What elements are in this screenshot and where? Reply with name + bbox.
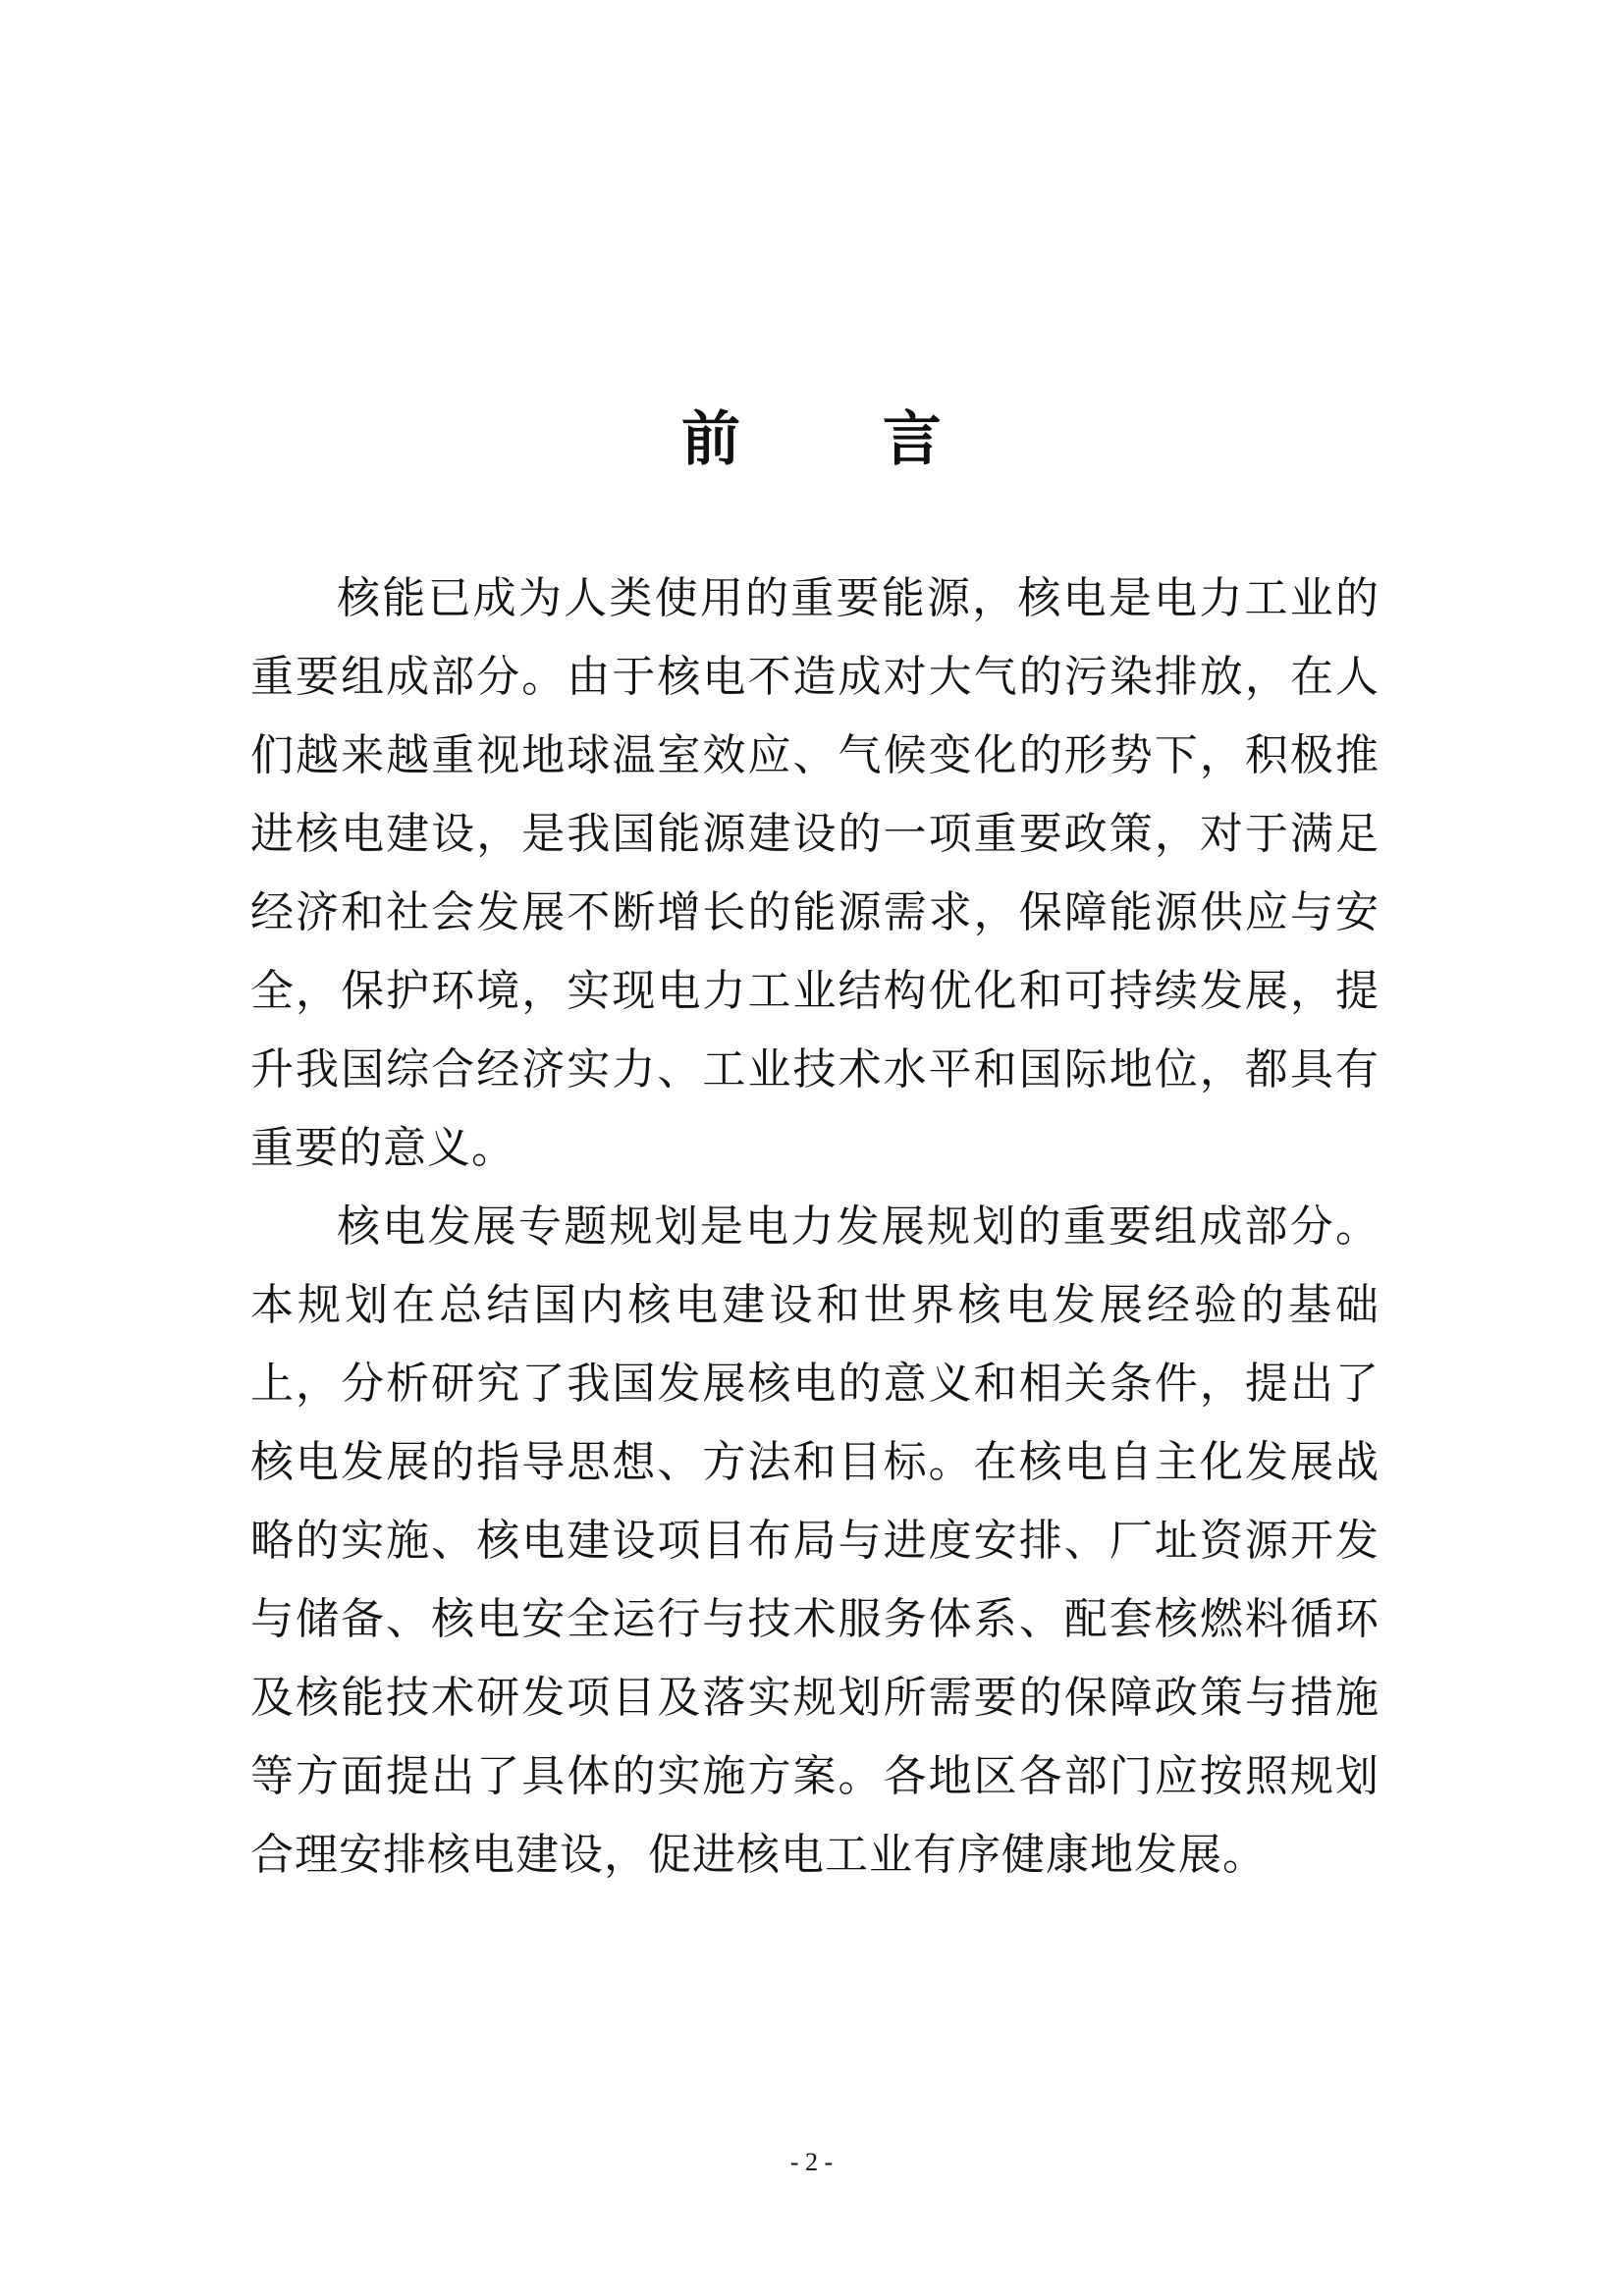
paragraph-plan-summary: 核电发展专题规划是电力发展规划的重要组成部分。本规划在总结国内核电建设和世界核电发展经验的基础上，分析研究了我国发展核电的意义和相关条件，提出了核电发展的指导思想、方法和目标。在核电自主化发展战略的实施、核电建设项目布局与进度安排、厂址资源开发与储备、核电安全运行与技术服务体系、配套核燃料循环及核能技术研发项目及落实规划所需要的保障政策与措施等方面提出了具体的实施方案。各地区各部门应按照规划合理安排核电建设，促进核电工业有序健康地发展。	[250, 1201, 1380, 1880]
page-number: - 2 -	[789, 2148, 834, 2176]
body-text	[250, 560, 1380, 1895]
page-title: 前 言	[681, 405, 1002, 474]
paragraph-intro: 核能已成为人类使用的重要能源，核电是电力工业的重要组成部分。由于核电不造成对大气的污染排放，在人们越来越重视地球温室效应、气候变化的形势下，积极推进核电建设，是我国能源建设的一项重要政策，对于满足经济和社会发展不断增长的能源需求，保障能源供应与安全，保护环境，实现电力工业结构优化和可持续发展，提升我国综合经济实力、工业技术水平和国际地位，都具有重要的意义。	[250, 573, 1380, 1173]
